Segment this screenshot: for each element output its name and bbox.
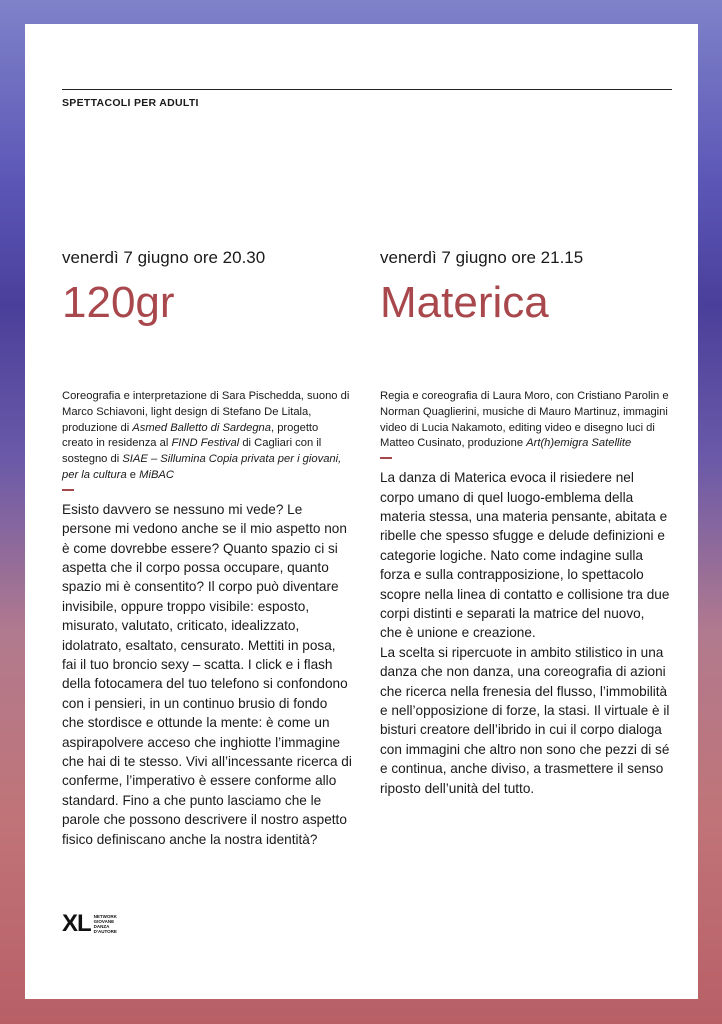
description-left: Esisto davvero se nessuno mi vede? Le persone mi vedono anche se il mio aspetto non è come dovrebbe essere? Quanto spazio ci si aspetta che il corpo possa occupare, quanto spazio mi è consentito? Il corpo può diventare invisibile, oppure troppo visibile: esposto, misurato, valutato, criticato, idealizzato, idolatrato, esaltato, censurato. Mettiti in posa, fai il tuo broncio sexy – scatta. I click e i flash della fotocamera del tuo telefono si confondono con i pensieri, in un continuo brusio di fondo che stordisce e ottunde la mente: è come un aspirapolvere acceso che inghiotte l’immagine che hai di te stesso. Vivi all’incessante ricerca di conferme, l’imperativo è essere conforme allo standard. Fino a che punto lasciamo che le parole che possono descrivere il nostro aspetto fisico definiscano anche la nostra identità? xyxy=(62,501,352,847)
accent-dash-left xyxy=(62,489,74,491)
right-column xyxy=(380,246,670,798)
credits-right: Regia e coreografia di Laura Moro, con Cristiano Parolin e Norman Quaglierini, musiche di Mauro Martinuz, immagini video di Lucia Nakamoto, editing video e disegno luci di Matteo Cusinato, produzione Art(h)emigra Satellite xyxy=(380,390,669,450)
xl-logo-mark: XL xyxy=(62,910,91,937)
header-rule xyxy=(62,89,672,90)
left-column xyxy=(62,246,352,849)
section-label: SPETTACOLI PER ADULTI xyxy=(62,97,199,109)
page-sheet xyxy=(25,24,698,999)
description-right: La danza di Materica evoca il risiedere nel corpo umano di quel luogo-emblema della materia stessa, una materia pensante, abitata e ribelle che spesso sfugge e delude definizioni e categorie logiche. Nato come indagine sulla forza e sulla contrapposizione, lo spettacolo scopre nella linea di contatto e collisione tra due corpi distinti e separati la matrice del nuovo, che è unione e creazione. La scelta si ripercuote in ambito stilistico in una danza che non danza, una coreografia di azioni che ricerca nella frenesia del flusso, l’immobilità e nell’opposizione di forze, la stasi. Il virtuale è il bisturi creatore dell’ibrido in cui il corpo dialoga con immagini che altro non sono che pezzi di sé e continua, anche diviso, a trasmettere il senso riposto dell’unità del tutto. xyxy=(380,470,670,796)
credits-left: Coreografia e interpretazione di Sara Pischedda, suono di Marco Schiavoni, light design di Stefano De Litala, produzione di Asmed Balletto di Sardegna, progetto creato in residenza al FIND Festival di Cagliari con il sostegno di SIAE – Sillumina Copia privata per i giovani, per la cultura e MiBAC xyxy=(62,390,350,481)
event-date-left: venerdì 7 giugno ore 20.30 xyxy=(62,248,266,267)
event-title-right: Materica xyxy=(380,278,549,327)
logo-caption: NETWORK GIOVANE DANZA D'AUTORE xyxy=(93,914,117,934)
event-title-left: 120gr xyxy=(62,278,175,327)
network-logo xyxy=(62,912,117,936)
event-date-right: venerdì 7 giugno ore 21.15 xyxy=(380,248,584,267)
accent-dash-right xyxy=(380,457,392,459)
